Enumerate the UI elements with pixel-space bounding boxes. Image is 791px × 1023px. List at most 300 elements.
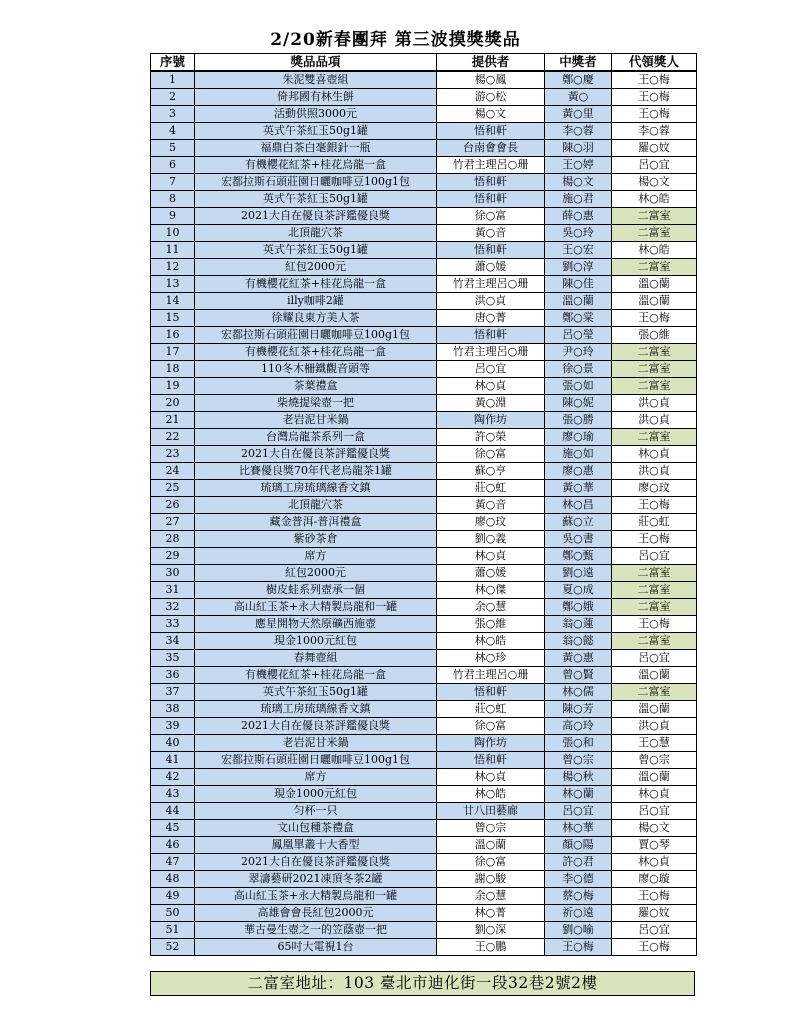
- cell-provider: 悟和軒: [437, 752, 545, 769]
- cell-serial: 39: [151, 718, 195, 735]
- cell-provider: 廿八田藝廊: [437, 803, 545, 820]
- cell-proxy: 呂○宜: [612, 157, 697, 174]
- cell-proxy: 王○梅: [612, 531, 697, 548]
- cell-item: 老岩泥甘米鍋: [195, 412, 437, 429]
- cell-winner: 李○德: [545, 871, 612, 888]
- table-row: [151, 310, 697, 327]
- table-row: [151, 701, 697, 718]
- cell-item: 宏都拉斯石頭莊園日曬咖啡豆100g1包: [195, 327, 437, 344]
- cell-proxy: 賈○琴: [612, 837, 697, 854]
- cell-item: 高山紅玉茶+永大精製烏龍和一罐: [195, 888, 437, 905]
- cell-proxy: 王○梅: [612, 497, 697, 514]
- table-row: [151, 786, 697, 803]
- cell-provider: 楊○文: [437, 106, 545, 123]
- cell-proxy: 二富室: [612, 599, 697, 616]
- cell-serial: 25: [151, 480, 195, 497]
- cell-winner: 張○如: [545, 378, 612, 395]
- cell-winner: 鄭○慶: [545, 71, 612, 89]
- page-title: 2/20新春團拜 第三波摸獎獎品: [270, 30, 521, 50]
- cell-provider: 竹君主理呂○珊: [437, 344, 545, 361]
- cell-item: 老岩泥甘米鍋: [195, 735, 437, 752]
- cell-item: 華古曼生壺之一的笠蔭壺一把: [195, 922, 437, 939]
- cell-winner: 鄭○娥: [545, 599, 612, 616]
- table-row: [151, 565, 697, 582]
- table-row: [151, 888, 697, 905]
- table-row: [151, 89, 697, 106]
- cell-provider: 林○皓: [437, 633, 545, 650]
- cell-item: 有機櫻花紅茶+桂花烏龍一盒: [195, 157, 437, 174]
- table-row: [151, 429, 697, 446]
- cell-item: 席方: [195, 769, 437, 786]
- cell-item: 紅包2000元: [195, 259, 437, 276]
- cell-serial: 33: [151, 616, 195, 633]
- cell-provider: 林○傑: [437, 582, 545, 599]
- cell-provider: 林○皓: [437, 786, 545, 803]
- cell-proxy: 王○梅: [612, 888, 697, 905]
- cell-winner: 林○儒: [545, 684, 612, 701]
- table-row: [151, 837, 697, 854]
- cell-proxy: 王○梅: [612, 310, 697, 327]
- cell-serial: 50: [151, 905, 195, 922]
- table-row: [151, 514, 697, 531]
- cell-winner: 呂○瑩: [545, 327, 612, 344]
- cell-proxy: 林○貞: [612, 854, 697, 871]
- cell-winner: 陳○佳: [545, 276, 612, 293]
- cell-serial: 35: [151, 650, 195, 667]
- cell-provider: 竹君主理呂○珊: [437, 157, 545, 174]
- table-row: [151, 769, 697, 786]
- cell-proxy: 洪○貞: [612, 395, 697, 412]
- cell-provider: 張○維: [437, 616, 545, 633]
- table-row: [151, 174, 697, 191]
- cell-item: 英式午茶紅玉50g1罐: [195, 191, 437, 208]
- cell-serial: 24: [151, 463, 195, 480]
- table-row: [151, 752, 697, 769]
- cell-item: 紅包2000元: [195, 565, 437, 582]
- cell-winner: 祈○遠: [545, 905, 612, 922]
- cell-item: 席方: [195, 548, 437, 565]
- cell-proxy: 二富室: [612, 361, 697, 378]
- cell-item: 現金1000元紅包: [195, 633, 437, 650]
- cell-serial: 10: [151, 225, 195, 242]
- cell-proxy: 林○皓: [612, 191, 697, 208]
- cell-serial: 5: [151, 140, 195, 157]
- table-row: [151, 633, 697, 650]
- cell-provider: 悟和軒: [437, 123, 545, 140]
- cell-proxy: 洪○貞: [612, 412, 697, 429]
- cell-item: 鳳凰單叢十大香型: [195, 837, 437, 854]
- cell-proxy: 莊○虹: [612, 514, 697, 531]
- cell-serial: 14: [151, 293, 195, 310]
- cell-winner: 劉○遠: [545, 565, 612, 582]
- cell-provider: 余○慧: [437, 599, 545, 616]
- cell-provider: 唐○菁: [437, 310, 545, 327]
- cell-provider: 劉○義: [437, 531, 545, 548]
- cell-serial: 52: [151, 939, 195, 956]
- cell-provider: 悟和軒: [437, 174, 545, 191]
- table-row: [151, 463, 697, 480]
- cell-item: 活動供照3000元: [195, 106, 437, 123]
- cell-serial: 37: [151, 684, 195, 701]
- cell-proxy: 羅○妏: [612, 905, 697, 922]
- prize-table: [150, 53, 697, 956]
- cell-serial: 48: [151, 871, 195, 888]
- cell-winner: 黃○惠: [545, 650, 612, 667]
- cell-proxy: 張○維: [612, 327, 697, 344]
- cell-winner: 張○和: [545, 735, 612, 752]
- table-row: [151, 71, 697, 89]
- cell-item: 匀杯一只: [195, 803, 437, 820]
- cell-winner: 鄭○甄: [545, 548, 612, 565]
- table-row: [151, 208, 697, 225]
- cell-provider: 呂○宜: [437, 361, 545, 378]
- table-row: [151, 225, 697, 242]
- table-row: [151, 344, 697, 361]
- cell-item: 110冬木柵鐵觀音頭等: [195, 361, 437, 378]
- cell-proxy: 溫○蘭: [612, 276, 697, 293]
- cell-item: 2021大自在優良茶評鑑優良獎: [195, 208, 437, 225]
- cell-winner: 陳○芳: [545, 701, 612, 718]
- cell-serial: 1: [151, 71, 195, 89]
- cell-provider: 陶作坊: [437, 412, 545, 429]
- cell-provider: 王○鵬: [437, 939, 545, 956]
- cell-provider: 莊○虹: [437, 701, 545, 718]
- table-row: [151, 871, 697, 888]
- header-serial: 序號: [151, 54, 195, 72]
- table-row: [151, 259, 697, 276]
- table-row: [151, 242, 697, 259]
- cell-proxy: 二富室: [612, 259, 697, 276]
- cell-serial: 18: [151, 361, 195, 378]
- table-row: [151, 327, 697, 344]
- cell-item: 倚邦國有林生餅: [195, 89, 437, 106]
- cell-provider: 黃○音: [437, 497, 545, 514]
- cell-item: 樹皮蛙系列壺承一個: [195, 582, 437, 599]
- cell-item: 英式午茶紅玉50g1罐: [195, 123, 437, 140]
- table-row: [151, 803, 697, 820]
- cell-winner: 劉○淳: [545, 259, 612, 276]
- cell-serial: 22: [151, 429, 195, 446]
- cell-proxy: 二富室: [612, 344, 697, 361]
- cell-provider: 林○貞: [437, 378, 545, 395]
- cell-item: 琉璃工房琉璃線香文鎮: [195, 701, 437, 718]
- cell-winner: 廖○惠: [545, 463, 612, 480]
- cell-provider: 悟和軒: [437, 191, 545, 208]
- cell-provider: 竹君主理呂○珊: [437, 667, 545, 684]
- cell-winner: 陳○羽: [545, 140, 612, 157]
- cell-winner: 蘇○立: [545, 514, 612, 531]
- cell-proxy: 溫○蘭: [612, 293, 697, 310]
- cell-winner: 楊○秋: [545, 769, 612, 786]
- cell-provider: 許○榮: [437, 429, 545, 446]
- cell-winner: 廖○瑜: [545, 429, 612, 446]
- cell-serial: 20: [151, 395, 195, 412]
- cell-item: 應星開物天然原礦西施壺: [195, 616, 437, 633]
- cell-winner: 林○昌: [545, 497, 612, 514]
- cell-winner: 黃○華: [545, 480, 612, 497]
- cell-provider: 林○貞: [437, 769, 545, 786]
- cell-proxy: 呂○宜: [612, 803, 697, 820]
- table-row: [151, 446, 697, 463]
- table-row: [151, 106, 697, 123]
- cell-serial: 32: [151, 599, 195, 616]
- cell-proxy: 二富室: [612, 208, 697, 225]
- cell-serial: 21: [151, 412, 195, 429]
- cell-provider: 廖○玟: [437, 514, 545, 531]
- table-row: [151, 157, 697, 174]
- cell-proxy: 王○梅: [612, 71, 697, 89]
- address-footer: 二富室地址：103 臺北市迪化街一段32巷2號2樓: [150, 971, 695, 996]
- cell-provider: 徐○富: [437, 718, 545, 735]
- cell-provider: 曾○宗: [437, 820, 545, 837]
- cell-proxy: 李○蓉: [612, 123, 697, 140]
- cell-item: 台灣烏龍茶系列一盒: [195, 429, 437, 446]
- cell-winner: 徐○景: [545, 361, 612, 378]
- cell-proxy: 楊○文: [612, 820, 697, 837]
- cell-winner: 吳○書: [545, 531, 612, 548]
- cell-item: 藏金普洱-普洱禮盒: [195, 514, 437, 531]
- cell-item: 有機櫻花紅茶+桂花烏龍一盒: [195, 667, 437, 684]
- cell-provider: 余○慧: [437, 888, 545, 905]
- cell-proxy: 溫○蘭: [612, 701, 697, 718]
- cell-serial: 23: [151, 446, 195, 463]
- cell-provider: 謝○駿: [437, 871, 545, 888]
- table-row: [151, 531, 697, 548]
- table-row: [151, 378, 697, 395]
- cell-item: 北頂龍穴茶: [195, 497, 437, 514]
- table-row: [151, 854, 697, 871]
- cell-item: 現金1000元紅包: [195, 786, 437, 803]
- cell-item: 2021大自在優良茶評鑑優良獎: [195, 446, 437, 463]
- header-winner: 中獎者: [545, 54, 612, 72]
- cell-winner: 王○梅: [545, 939, 612, 956]
- cell-proxy: 王○梅: [612, 106, 697, 123]
- table-row: [151, 497, 697, 514]
- cell-winner: 薛○惠: [545, 208, 612, 225]
- cell-serial: 8: [151, 191, 195, 208]
- cell-item: 2021大自在優良茶評鑑優良獎: [195, 854, 437, 871]
- cell-item: 高雄會會長紅包2000元: [195, 905, 437, 922]
- cell-serial: 3: [151, 106, 195, 123]
- table-row: [151, 276, 697, 293]
- cell-serial: 13: [151, 276, 195, 293]
- cell-proxy: 二富室: [612, 565, 697, 582]
- table-row: [151, 735, 697, 752]
- cell-winner: 施○如: [545, 446, 612, 463]
- table-row: [151, 412, 697, 429]
- cell-proxy: 王○慧: [612, 735, 697, 752]
- cell-provider: 林○貞: [437, 548, 545, 565]
- cell-item: 翠濤藝研2021凍頂冬茶2罐: [195, 871, 437, 888]
- cell-winner: 夏○成: [545, 582, 612, 599]
- cell-item: 福鼎白茶白毫銀針一瓶: [195, 140, 437, 157]
- cell-winner: 鄭○棠: [545, 310, 612, 327]
- cell-proxy: 羅○妏: [612, 140, 697, 157]
- cell-proxy: 溫○蘭: [612, 769, 697, 786]
- cell-proxy: 呂○宜: [612, 548, 697, 565]
- cell-item: 春舞壺組: [195, 650, 437, 667]
- cell-provider: 悟和軒: [437, 684, 545, 701]
- cell-serial: 49: [151, 888, 195, 905]
- table-header-row: [151, 54, 697, 72]
- cell-provider: 悟和軒: [437, 242, 545, 259]
- cell-item: 朱泥雙喜壺組: [195, 71, 437, 89]
- cell-winner: 陳○妮: [545, 395, 612, 412]
- cell-provider: 黃○淵: [437, 395, 545, 412]
- cell-winner: 翁○懿: [545, 633, 612, 650]
- cell-serial: 28: [151, 531, 195, 548]
- cell-provider: 悟和軒: [437, 327, 545, 344]
- cell-serial: 51: [151, 922, 195, 939]
- cell-winner: 李○蓉: [545, 123, 612, 140]
- cell-serial: 2: [151, 89, 195, 106]
- table-row: [151, 599, 697, 616]
- cell-proxy: 二富室: [612, 378, 697, 395]
- cell-serial: 46: [151, 837, 195, 854]
- table-row: [151, 922, 697, 939]
- cell-provider: 劉○深: [437, 922, 545, 939]
- table-row: [151, 140, 697, 157]
- cell-provider: 黃○音: [437, 225, 545, 242]
- cell-item: 琉璃工房琉璃線香文鎮: [195, 480, 437, 497]
- cell-serial: 19: [151, 378, 195, 395]
- cell-winner: 吳○玲: [545, 225, 612, 242]
- table-row: [151, 293, 697, 310]
- table-row: [151, 820, 697, 837]
- cell-serial: 30: [151, 565, 195, 582]
- cell-provider: 竹君主理呂○珊: [437, 276, 545, 293]
- cell-provider: 林○菁: [437, 905, 545, 922]
- cell-provider: 溫○蘭: [437, 837, 545, 854]
- cell-winner: 高○玲: [545, 718, 612, 735]
- cell-item: 宏都拉斯石頭莊園日曬咖啡豆100g1包: [195, 174, 437, 191]
- cell-proxy: 王○梅: [612, 939, 697, 956]
- cell-item: 有機櫻花紅茶+桂花烏龍一盒: [195, 344, 437, 361]
- cell-proxy: 林○貞: [612, 786, 697, 803]
- cell-provider: 游○松: [437, 89, 545, 106]
- table-row: [151, 548, 697, 565]
- cell-proxy: 呂○宜: [612, 650, 697, 667]
- cell-serial: 7: [151, 174, 195, 191]
- table-row: [151, 616, 697, 633]
- cell-winner: 許○君: [545, 854, 612, 871]
- cell-serial: 47: [151, 854, 195, 871]
- cell-serial: 12: [151, 259, 195, 276]
- cell-proxy: 林○貞: [612, 446, 697, 463]
- table-row: [151, 684, 697, 701]
- cell-provider: 洪○貞: [437, 293, 545, 310]
- cell-item: 文山包種茶禮盒: [195, 820, 437, 837]
- cell-proxy: 洪○貞: [612, 718, 697, 735]
- cell-proxy: 二富室: [612, 684, 697, 701]
- cell-item: 高山紅玉茶+永大精製烏龍和一罐: [195, 599, 437, 616]
- cell-item: 紫砂茶倉: [195, 531, 437, 548]
- cell-winner: 翁○蓮: [545, 616, 612, 633]
- cell-serial: 34: [151, 633, 195, 650]
- cell-winner: 黃○: [545, 89, 612, 106]
- cell-item: 英式午茶紅玉50g1罐: [195, 242, 437, 259]
- cell-serial: 31: [151, 582, 195, 599]
- cell-winner: 張○勝: [545, 412, 612, 429]
- cell-winner: 溫○蘭: [545, 293, 612, 310]
- cell-winner: 曾○賢: [545, 667, 612, 684]
- cell-winner: 呂○宜: [545, 803, 612, 820]
- cell-winner: 林○蘭: [545, 786, 612, 803]
- cell-proxy: 二富室: [612, 582, 697, 599]
- cell-winner: 楊○文: [545, 174, 612, 191]
- cell-provider: 徐○富: [437, 446, 545, 463]
- cell-item: 徐耀良東方美人茶: [195, 310, 437, 327]
- cell-winner: 王○婷: [545, 157, 612, 174]
- cell-item: 英式午茶紅玉50g1罐: [195, 684, 437, 701]
- cell-serial: 40: [151, 735, 195, 752]
- table-row: [151, 718, 697, 735]
- cell-item: 有機櫻花紅茶+桂花烏龍一盒: [195, 276, 437, 293]
- cell-serial: 42: [151, 769, 195, 786]
- cell-serial: 4: [151, 123, 195, 140]
- cell-serial: 11: [151, 242, 195, 259]
- cell-item: 比賽優良獎70年代老烏龍茶1罐: [195, 463, 437, 480]
- cell-serial: 17: [151, 344, 195, 361]
- cell-serial: 27: [151, 514, 195, 531]
- cell-winner: 黃○里: [545, 106, 612, 123]
- cell-provider: 林○珍: [437, 650, 545, 667]
- cell-serial: 29: [151, 548, 195, 565]
- table-row: [151, 650, 697, 667]
- cell-provider: 陶作坊: [437, 735, 545, 752]
- cell-provider: 楊○鳳: [437, 71, 545, 89]
- cell-winner: 顏○陽: [545, 837, 612, 854]
- cell-proxy: 二富室: [612, 429, 697, 446]
- cell-proxy: 二富室: [612, 633, 697, 650]
- cell-serial: 45: [151, 820, 195, 837]
- cell-proxy: 曾○宗: [612, 752, 697, 769]
- cell-serial: 41: [151, 752, 195, 769]
- table-row: [151, 123, 697, 140]
- cell-proxy: 廖○玟: [612, 480, 697, 497]
- cell-provider: 蕭○媛: [437, 565, 545, 582]
- cell-item: 2021大自在優良茶評鑑優良獎: [195, 718, 437, 735]
- header-provider: 提供者: [437, 54, 545, 72]
- table-row: [151, 939, 697, 956]
- cell-serial: 16: [151, 327, 195, 344]
- cell-serial: 6: [151, 157, 195, 174]
- table-row: [151, 361, 697, 378]
- cell-item: 宏都拉斯石頭莊園日曬咖啡豆100g1包: [195, 752, 437, 769]
- cell-item: 北頂龍穴茶: [195, 225, 437, 242]
- cell-winner: 王○宏: [545, 242, 612, 259]
- cell-proxy: 溫○蘭: [612, 667, 697, 684]
- cell-proxy: 楊○文: [612, 174, 697, 191]
- cell-winner: 尹○玲: [545, 344, 612, 361]
- cell-serial: 38: [151, 701, 195, 718]
- table-row: [151, 395, 697, 412]
- cell-provider: 蘇○亨: [437, 463, 545, 480]
- cell-proxy: 呂○宜: [612, 922, 697, 939]
- cell-proxy: 廖○璇: [612, 871, 697, 888]
- cell-proxy: 二富室: [612, 225, 697, 242]
- cell-item: illy咖啡2罐: [195, 293, 437, 310]
- cell-item: 茶葉禮盒: [195, 378, 437, 395]
- table-row: [151, 667, 697, 684]
- cell-provider: 台南會會長: [437, 140, 545, 157]
- header-proxy: 代領獎人: [612, 54, 697, 72]
- cell-serial: 36: [151, 667, 195, 684]
- cell-serial: 43: [151, 786, 195, 803]
- cell-winner: 施○君: [545, 191, 612, 208]
- cell-proxy: 林○皓: [612, 242, 697, 259]
- table-row: [151, 582, 697, 599]
